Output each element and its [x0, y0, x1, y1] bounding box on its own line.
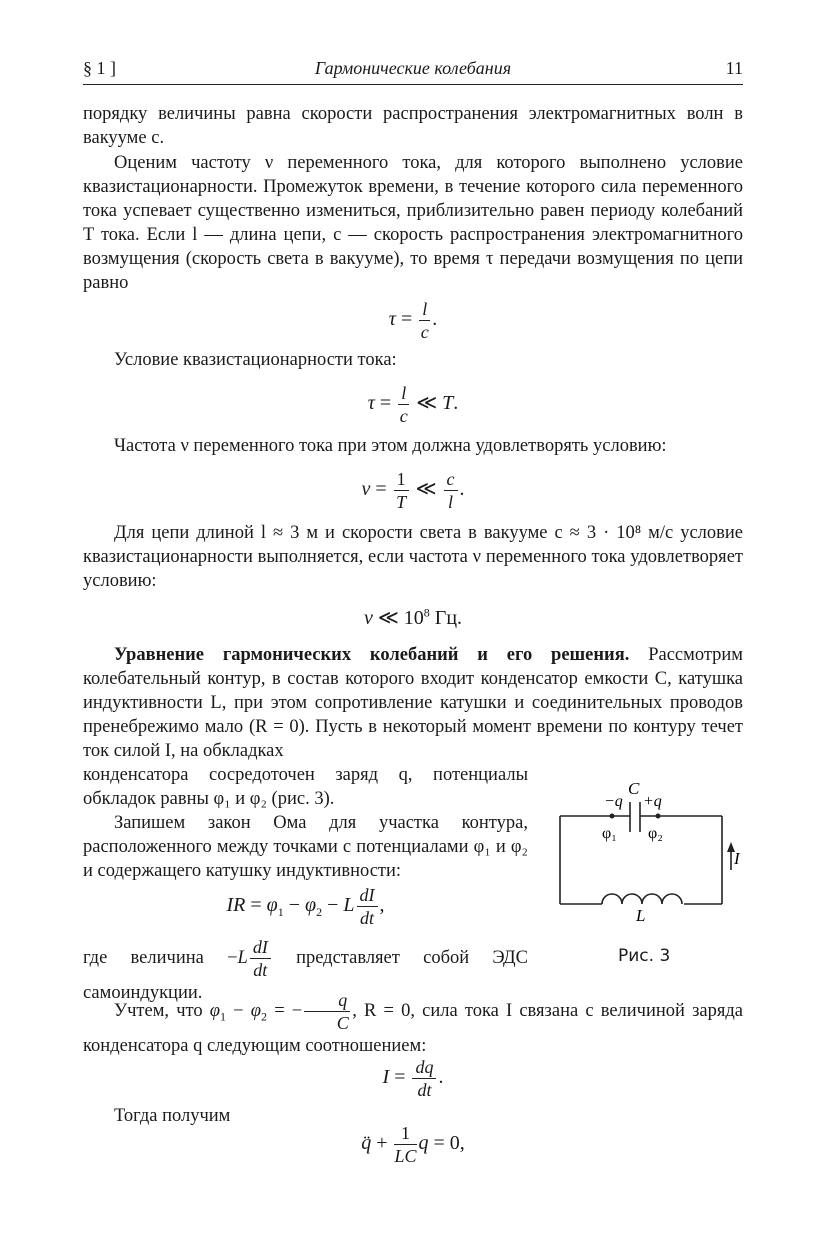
- equation-ohm: IR = $\varphi_1 - \varphi_2 - L$ $\frac{dI}{dt}$ ,: [226, 885, 385, 928]
- node-dot-left: [610, 814, 615, 819]
- paragraph-5: Для цепи длиной l ≈ 3 м и скорости света в вакууме c ≈ 3 · 10⁸ м/с условие квазистационарности выполняется, если частота ν переменного тока удовлетворяет условию:: [83, 523, 743, 591]
- paragraph-2: Оценим частоту ν переменного тока, для которого выполнено условие квазистационарности. Промежуток времени, в течение которого сила переменного тока успевает существенно измениться, приблизительно равен периоду колебаний T тока. Если l — длина цепи, c — скорость распространения электромагнитного возмущения (скорость света в вакууме), то время τ передачи возмущения по цепи равно: [83, 153, 743, 293]
- equation-condition: τ = $\frac{l}{c}$ ≪ T.: [367, 383, 459, 426]
- figure-caption: Рис. 3: [618, 946, 671, 966]
- running-head: [83, 56, 743, 85]
- label-capacitor: C: [628, 779, 640, 798]
- page-number: 11: [725, 58, 743, 78]
- equation-current: I = $\frac{dq}{dt}$ .: [382, 1057, 444, 1100]
- paragraph-7: конденсатора сосредоточен заряд q, потенциалы обкладок равны φ₁ и φ₂ (рис. 3).: [83, 765, 528, 809]
- paragraph-9: где величина −L $\frac{dI}{dt}$ представляет собой ЭДС самоиндукции.: [83, 937, 528, 1003]
- paragraph-10: Учтем, что $\varphi_1 - \varphi_2$ = − $\frac{q}{C}$ , R = 0, сила тока I связана с величиной заряда конденсатора q следующим соотношением:: [83, 990, 743, 1056]
- running-title: Гармонические колебания: [314, 58, 512, 78]
- label-phi2: φ₂: [648, 825, 663, 842]
- node-dot-right: [656, 814, 661, 819]
- paragraph-6: Уравнение гармонических колебаний и его решения. Рассмотрим колебательный контур, в состав которого входит конденсатор емкости C, катушка индуктивности L, при этом сопротивление катушки и соединительных проводов пренебрежимо мало (R = 0). Пусть в некоторый момент времени по контуру течет ток силой I, на обкладках: [83, 645, 743, 761]
- equation-nu-limit: ν ≪ $10^8$ Гц.: [363, 605, 463, 629]
- section-number: § 1 ]: [83, 58, 116, 78]
- paragraph-8: Запишем закон Ома для участка контура, расположенного между точками с потенциалами φ₁ и φ₂ и содержащего катушку индуктивности:: [83, 813, 528, 881]
- label-plus-q: +q: [643, 793, 662, 810]
- label-minus-q: −q: [604, 793, 623, 810]
- equation-nu: ν = $\frac{1}{T}$ ≪ $\frac{c}{l}$ .: [361, 469, 465, 512]
- section-heading: Уравнение гармонических колебаний и его решения.: [114, 645, 630, 665]
- paragraph-1: порядку величины равна скорости распространения электромагнитных волн в вакууме c.: [83, 104, 743, 148]
- paragraph-3: Условие квазистационарности тока:: [114, 350, 397, 370]
- paragraph-4: Частота ν переменного тока при этом должна удовлетворять условию:: [114, 436, 667, 456]
- paragraph-11: Тогда получим: [114, 1106, 231, 1126]
- label-inductor: L: [636, 906, 646, 925]
- equation-harmonic: q̈ + $\frac{1}{LC}$ q = 0,: [361, 1123, 465, 1166]
- circuit-figure: [548, 778, 740, 925]
- label-current: I: [734, 849, 740, 868]
- equation-tau: τ = $\frac{l}{c}$ .: [388, 299, 438, 342]
- label-phi1: φ₁: [602, 825, 617, 842]
